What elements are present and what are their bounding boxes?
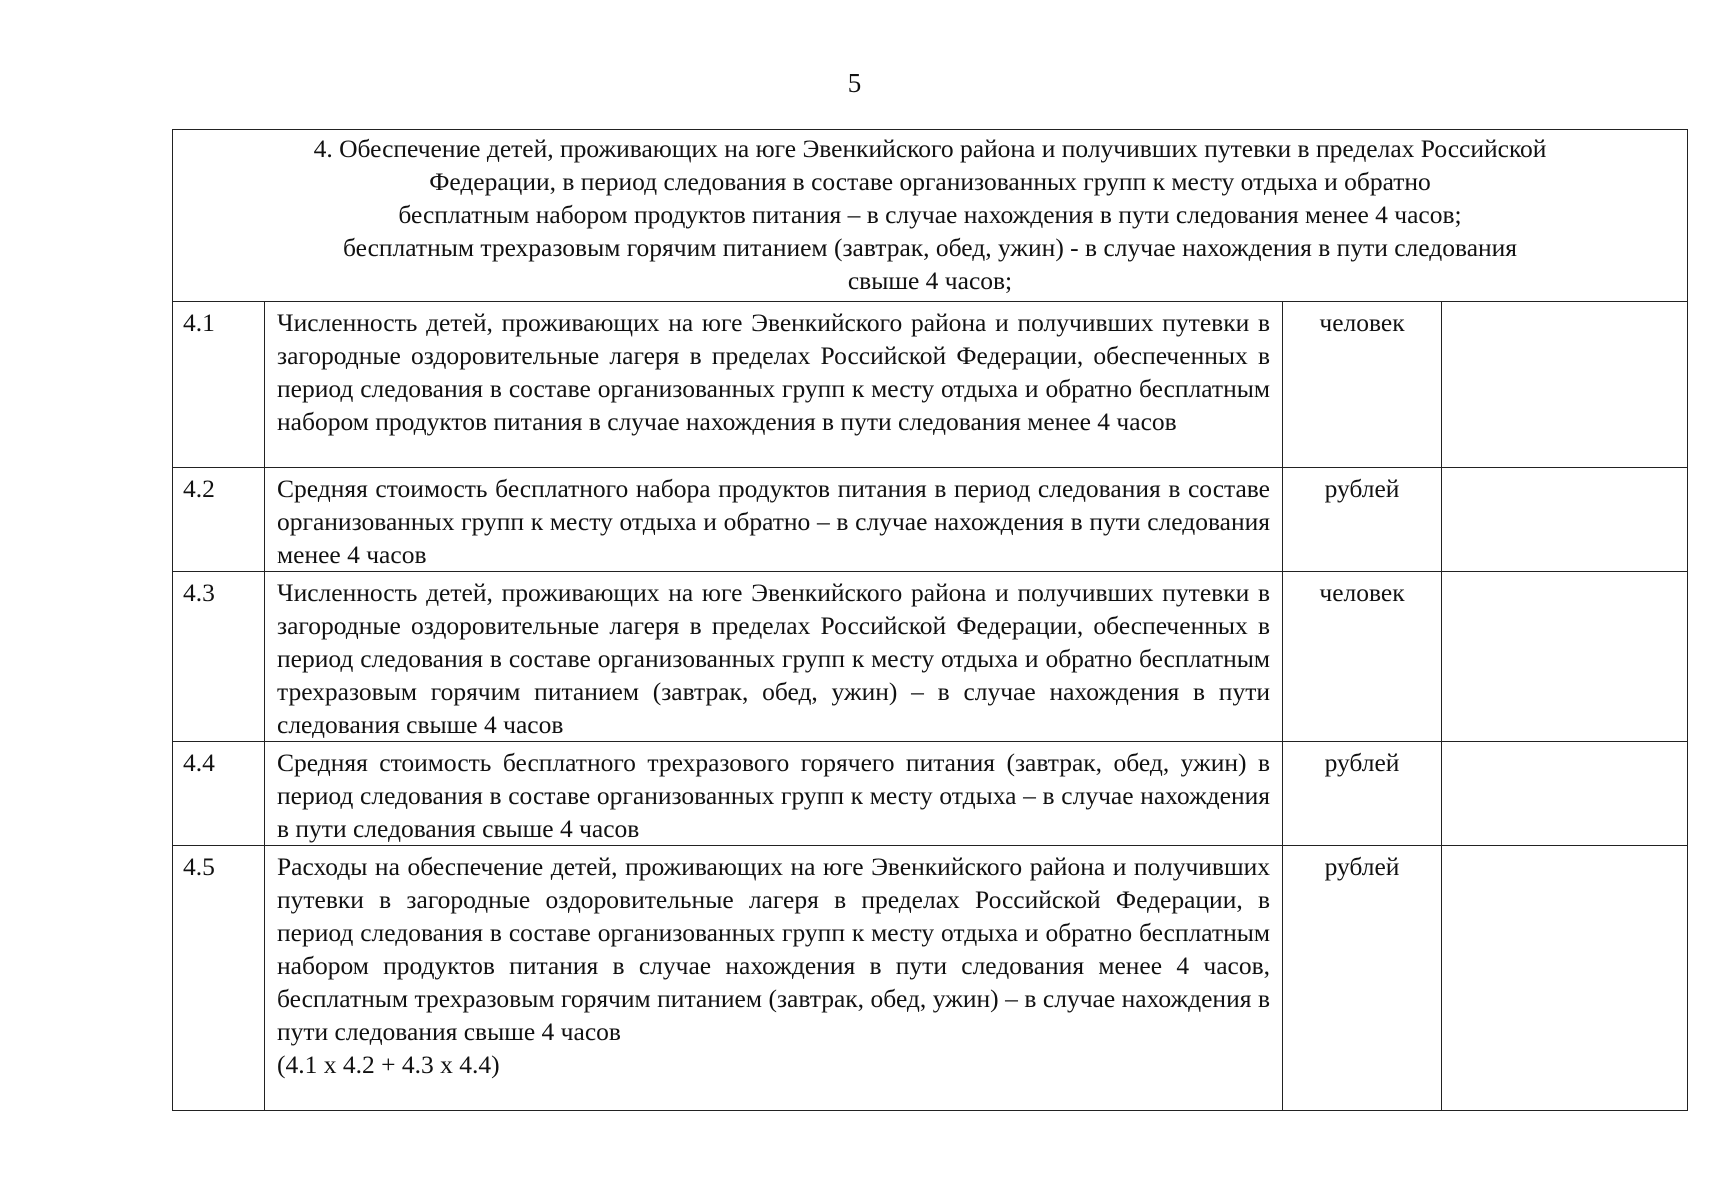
row-description: Средняя стоимость бесплатного набора продуктов питания в период следования в составе организованных групп к месту отдыха и обратно – в случае нахождения в пути следования менее 4 часов <box>265 468 1283 572</box>
table-row <box>173 572 1688 742</box>
row-value <box>1442 468 1688 572</box>
section-header-line: 4. Обеспечение детей, проживающих на юге Эвенкийского района и получивших путевки в пределах Российской <box>313 134 1547 163</box>
row-value <box>1442 302 1688 468</box>
row-value <box>1442 572 1688 742</box>
section-header-line: свыше 4 часов; <box>847 266 1013 295</box>
row-unit: рублей <box>1283 846 1442 1111</box>
row-unit: человек <box>1283 572 1442 742</box>
row-description: Расходы на обеспечение детей, проживающих на юге Эвенкийского района и получивших путевки в загородные оздоровительные лагеря в пределах Российской Федерации, в период следования в составе организованных групп к месту отдыха и обратно бесплатным набором продуктов питания в случае нахождения в пути следования менее 4 часов, бесплатным трехразовым горячим питанием (завтрак, обед, ужин) – в случае нахождения в пути следования свыше 4 часов <box>277 852 1270 1046</box>
row-description: Численность детей, проживающих на юге Эвенкийского района и получивших путевки в загородные оздоровительные лагеря в пределах Российской Федерации, обеспеченных в период следования в составе организованных групп к месту отдыха и обратно бесплатным набором продуктов питания в случае нахождения в пути следования менее 4 часов <box>265 302 1283 468</box>
table-row <box>173 302 1688 468</box>
section-header-line: бесплатным набором продуктов питания – в случае нахождения в пути следования менее 4 часов; <box>398 200 1462 229</box>
section-header-row <box>173 130 1688 302</box>
row-number: 4.1 <box>173 302 265 468</box>
page-number: 5 <box>847 68 862 98</box>
row-unit: человек <box>1283 302 1442 468</box>
row-number: 4.4 <box>173 742 265 846</box>
table-row <box>173 742 1688 846</box>
row-description: Численность детей, проживающих на юге Эвенкийского района и получивших путевки в загородные оздоровительные лагеря в пределах Российской Федерации, обеспеченных в период следования в составе организованных групп к месту отдыха и обратно бесплатным трехразовым горячим питанием (завтрак, обед, ужин) – в случае нахождения в пути следования свыше 4 часов <box>265 572 1283 742</box>
row-value <box>1442 742 1688 846</box>
row-value <box>1442 846 1688 1111</box>
row-description: Средняя стоимость бесплатного трехразового горячего питания (завтрак, обед, ужин) в период следования в составе организованных групп к месту отдыха – в случае нахождения в пути следования свыше 4 часов <box>265 742 1283 846</box>
row-number: 4.3 <box>173 572 265 742</box>
row-description-cell <box>265 846 1283 1111</box>
table-row <box>173 468 1688 572</box>
section-header-line: бесплатным трехразовым горячим питанием (завтрак, обед, ужин) - в случае нахождения в пути следования <box>342 233 1518 262</box>
section-header-line: Федерации, в период следования в составе организованных групп к месту отдыха и обратно <box>429 167 1431 196</box>
row-unit: рублей <box>1283 742 1442 846</box>
row-number: 4.5 <box>173 846 265 1111</box>
indicators-table <box>172 129 1688 1111</box>
table-row <box>173 846 1688 1111</box>
row-number: 4.2 <box>173 468 265 572</box>
row-unit: рублей <box>1283 468 1442 572</box>
row-formula: (4.1 х 4.2 + 4.3 х 4.4) <box>277 1050 500 1079</box>
section-header <box>173 130 1688 302</box>
